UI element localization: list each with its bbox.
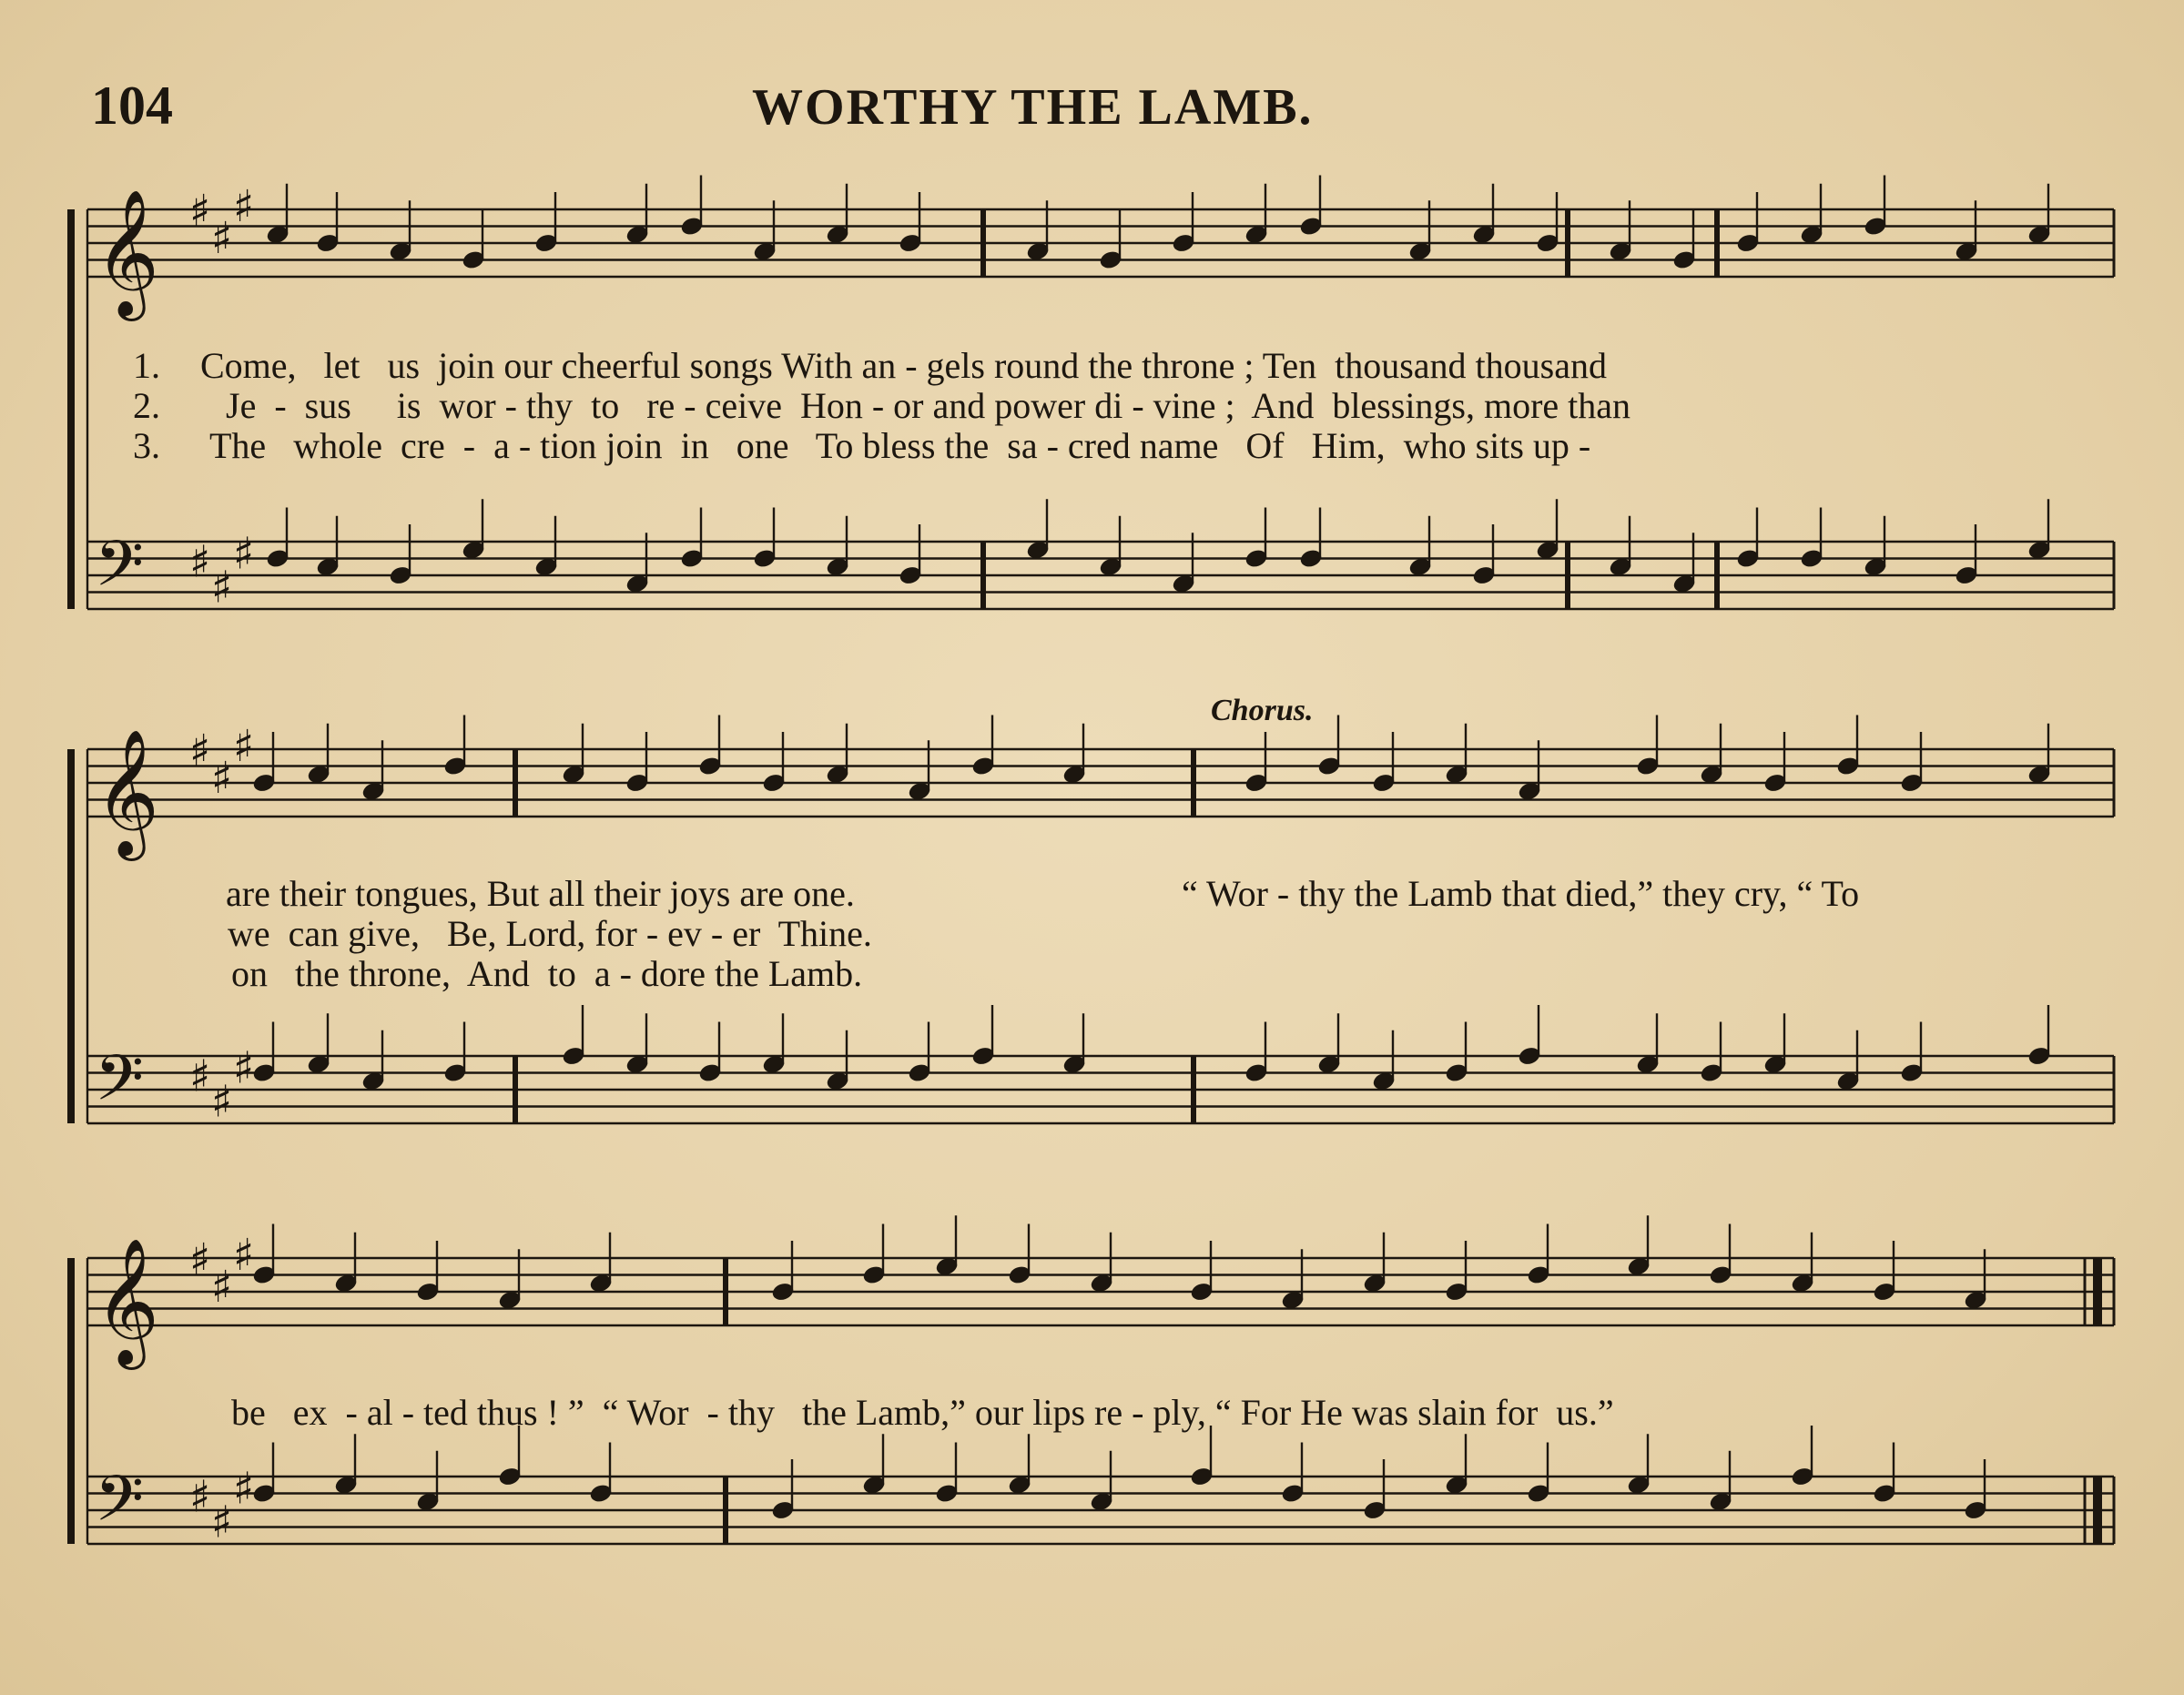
chorus-lyrics-1: “ Wor - thy the Lamb that died,” they cry, “ To [1182,873,1860,914]
bass-clef-icon: 𝄢 [95,526,145,616]
verse-2-lyrics-cont: we can give, Be, Lord, for - ev - er Thine. [228,913,872,954]
treble-clef-icon: 𝄞 [95,729,159,856]
sharp-icon: ♯ [189,726,211,776]
sharp-icon: ♯ [189,186,211,237]
sharp-icon: ♯ [211,752,233,804]
verse-2-number: 2. [133,385,160,426]
chorus-label: Chorus. [1211,694,1314,727]
sharp-icon: ♯ [233,528,255,580]
verse-1-number: 1. [133,345,160,386]
sharp-icon: ♯ [189,1234,211,1285]
sharp-icon: ♯ [211,562,233,614]
sharp-icon: ♯ [233,1042,255,1094]
sharp-icon: ♯ [233,1229,255,1281]
treble-clef-icon: 𝄞 [95,189,159,316]
sharp-icon: ♯ [189,1471,211,1523]
sharp-icon: ♯ [211,1261,233,1313]
sharp-icon: ♯ [233,1463,255,1515]
sharp-icon: ♯ [189,1050,211,1102]
sharp-icon: ♯ [211,212,233,264]
sharp-icon: ♯ [189,536,211,588]
verse-1-lyrics-cont: are their tongues, But all their joys are one. [226,873,855,914]
bass-clef-icon: 𝄢 [95,1461,145,1551]
sharp-icon: ♯ [233,720,255,772]
verse-1-lyrics: Come, let us join our cheerful songs With an - gels round the throne ; Ten thousand thousand [200,345,1607,386]
page-title: WORTHY THE LAMB. [752,79,1314,136]
sharp-icon: ♯ [211,1497,233,1548]
treble-clef-icon: 𝄞 [95,1238,159,1365]
sharp-icon: ♯ [233,180,255,232]
sharp-icon: ♯ [211,1076,233,1128]
page-number: 104 [91,76,173,136]
verse-2-lyrics: Je - sus is wor - thy to re - ceive Hon - or and power di - vine ; And blessings, more than [226,385,1631,426]
verse-3-lyrics-cont: on the throne, And to a - dore the Lamb. [231,953,863,994]
bass-clef-icon: 𝄢 [95,1040,145,1131]
verse-3-lyrics: The whole cre - a - tion join in one To bless the sa - cred name Of Him, who sits up - [209,425,1591,466]
verse-3-number: 3. [133,425,160,466]
chorus-lyrics-2: be ex - al - ted thus ! ” “ Wor - thy the Lamb,” our lips re - ply, “ For He was slain for us.” [231,1392,1614,1433]
